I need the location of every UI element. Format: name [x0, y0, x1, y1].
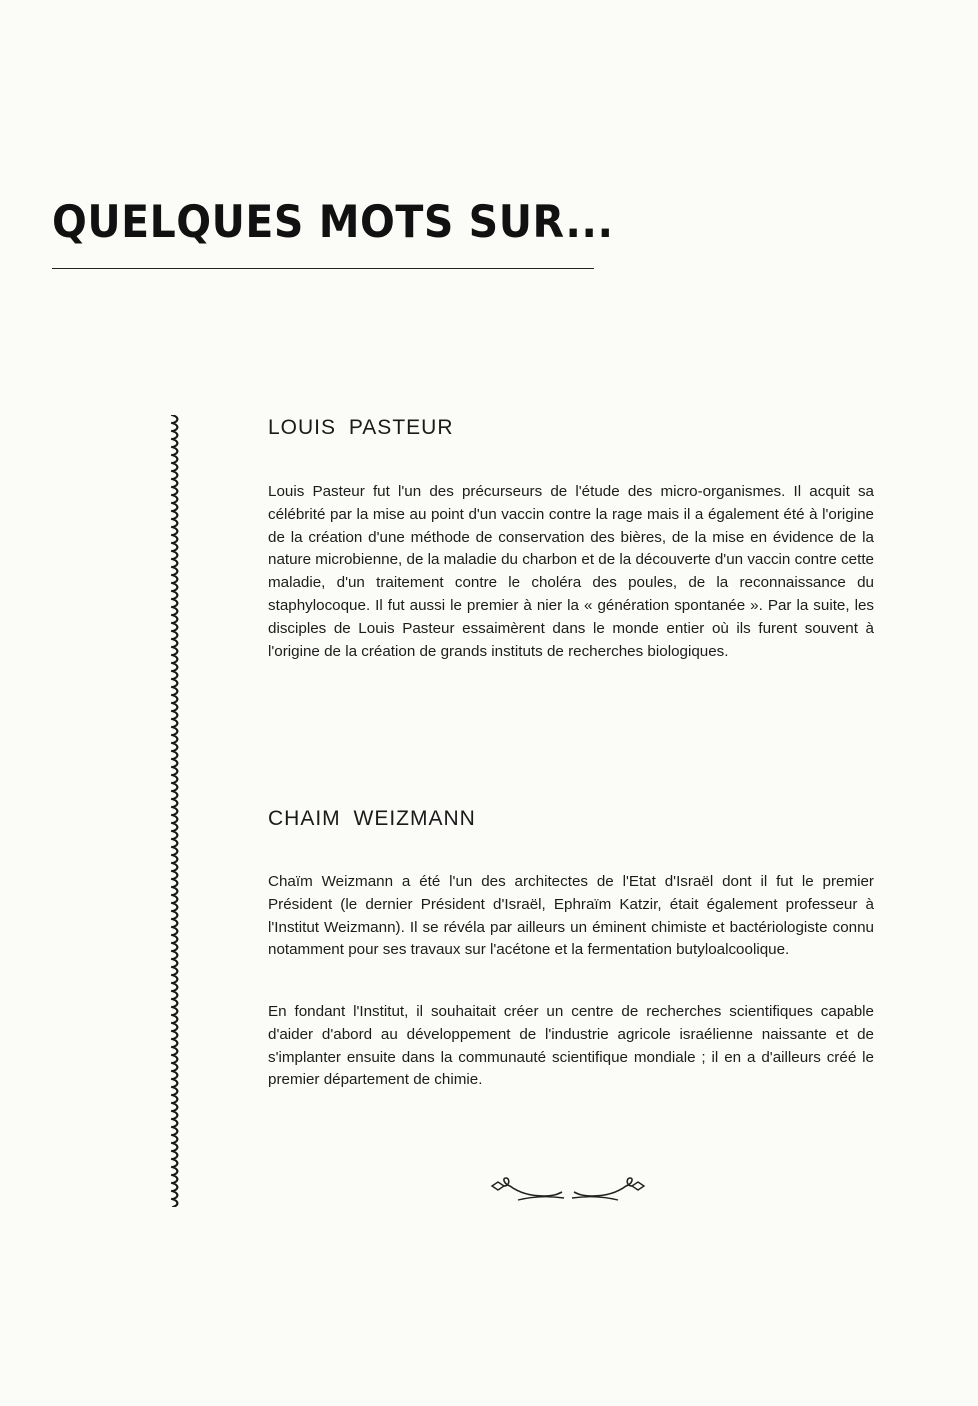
- flourish-ornament-icon: [488, 1170, 648, 1210]
- section-title-weizmann: CHAIM WEIZMANN: [268, 807, 476, 830]
- title-underline: [52, 268, 594, 269]
- twisted-rope-border-icon: [168, 415, 182, 1207]
- page-title: QUELQUES MOTS SUR...: [52, 196, 614, 248]
- paragraph-weizmann-2: En fondant l'Institut, il souhaitait créer un centre de recherches scientifiques capable d'aider d'abord au développement de l'industrie agricole israélienne naissante et de s'implanter ensuite dans la communauté scientifique mondiale ; il en a d'ailleurs créé le premier département de chimie.: [268, 1003, 874, 1089]
- paragraph-pasteur: Louis Pasteur fut l'un des précurseurs de l'étude des micro-organismes. Il acquit sa célébrité par la mise au point d'un vaccin contre la rage mais il a également été à l'origine de la création d'une méthode de conservation des bières, de la mise en évidence de la nature microbienne, de la maladie du charbon et de la découverte d'un vaccin contre cette maladie, d'un traitement contre le choléra des poules, de la reconnaissance du staphylocoque. Il fut aussi le premier à nier la « génération spontanée ». Par la suite, les disciples de Louis Pasteur essaimèrent dans le monde entier où ils furent souvent à l'origine de la création de grands instituts de recherches biologiques.: [268, 483, 874, 660]
- section-title-pasteur: LOUIS PASTEUR: [268, 416, 454, 439]
- paragraph-weizmann-1: Chaïm Weizmann a été l'un des architectes de l'Etat d'Israël dont il fut le premier Président (le dernier Président d'Israël, Ephraïm Katzir, était également professeur à l'Institut Weizmann). Il se révéla par ailleurs un éminent chimiste et bactériologiste connu notamment pour ses travaux sur l'acétone et la fermentation butyloalcoolique.: [268, 873, 874, 959]
